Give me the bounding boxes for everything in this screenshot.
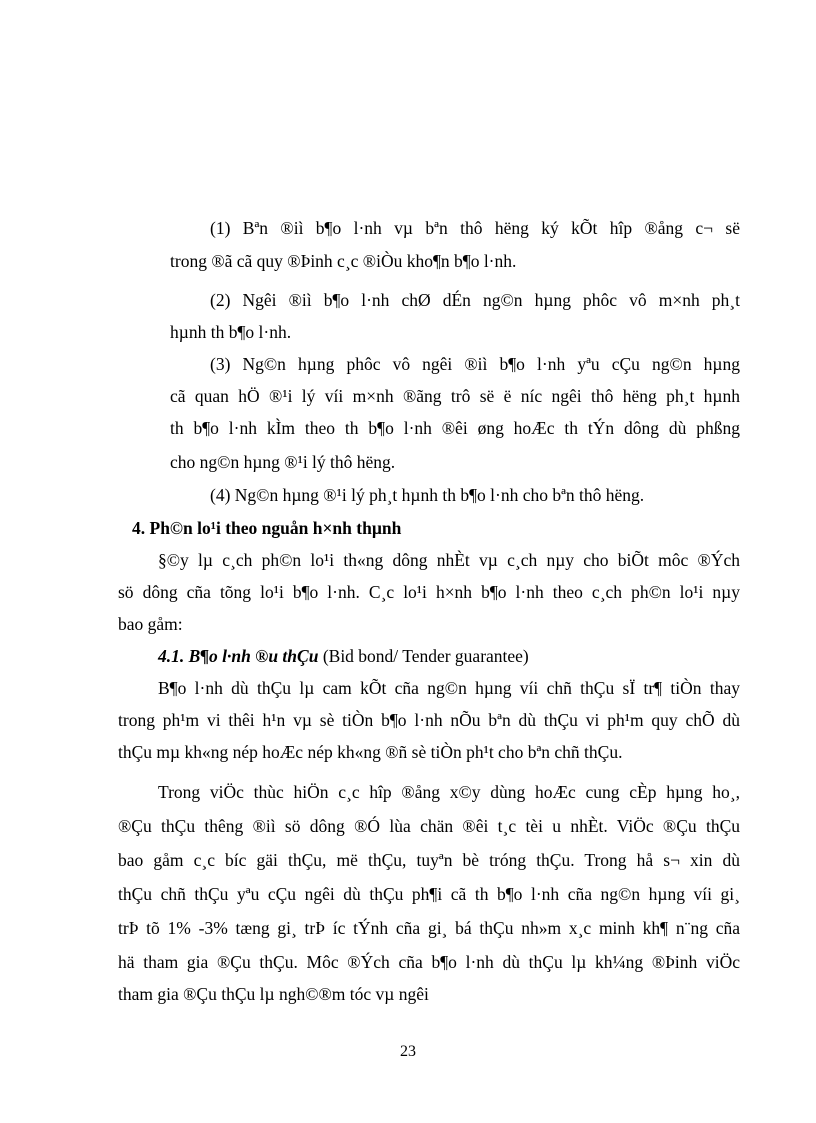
section-heading-4-1 [158,646,529,667]
list-item-1-line-2: trong ®ã cã quy ®Þinh c¸c ®iÒu kho¶n b¶o l·nh. [170,251,517,271]
list-item-3-line-2: cã quan hÖ ®¹i lý víi m×nh ®ãng trô së ë níc ngêi thô hëng ph¸t hµnh [170,386,740,406]
paragraph-4-1b-line-6: hä tham gia ®Çu thÇu. Môc ®Ých cña b¶o l·nh dù thÇu lµ kh¼ng ®Þinh viÖc [118,952,740,972]
section-heading-4: 4. Ph©n lo¹i theo nguån h×nh thµnh [132,518,402,538]
list-item-2-line-1: (2) Ngêi ®iì b¶o l·nh chØ dÉn ng©n hµng phôc vô m×nh ph¸t [210,290,740,310]
paragraph-4-1b-line-5: trÞ tõ 1% -3% tæng gi¸ trÞ íc tÝnh cña gi¸ bá thÇu nh»m x¸c minh kh¶ n¨ng cña [118,918,740,938]
list-item-1-line-1: (1) Bªn ®iì b¶o l·nh vµ bªn thô hëng ký kÕt hîp ®ång c¬ së [210,218,740,238]
paragraph-4-1b-line-7: tham gia ®Çu thÇu lµ ngh©®m tóc vµ ngêi [118,984,429,1004]
list-item-3-line-4: cho ng©n hµng ®¹i lý thô hëng. [170,452,396,472]
page-number: 23 [400,1043,416,1060]
section-heading-4-1-title: 4.1. B¶o l·nh ®u thÇu [158,646,319,666]
paragraph-4-1a-line-1: B¶o l·nh dù thÇu lµ cam kÕt cña ng©n hµng víi chñ thÇu sÏ tr¶ tiÒn thay [158,678,740,698]
paragraph-4-1b-line-1: Trong viÖc thùc hiÖn c¸c hîp ®ång x©y dùng hoÆc cung cÈp hµng ho¸, [158,782,740,802]
list-item-3-line-1: (3) Ng©n hµng phôc vô ngêi ®iì b¶o l·nh yªu cÇu ng©n hµng [210,354,740,374]
intro-paragraph-line-2: sö dông cña tõng lo¹i b¶o l·nh. C¸c lo¹i h×nh b¶o l·nh theo c¸ch ph©n lo¹i nµy [118,582,740,602]
list-item-2-line-2: hµnh th b¶o l·nh. [170,322,292,342]
list-item-3-line-3: th b¶o l·nh kÌm theo th b¶o l·nh ®êi øng hoÆc th tÝn dông dù phßng [170,418,740,438]
list-item-4-line-1: (4) Ng©n hµng ®¹i lý ph¸t hµnh th b¶o l·nh cho bªn thô hëng. [210,485,645,505]
paragraph-4-1b-line-4: thÇu chñ thÇu yªu cÇu ngêi dù thÇu ph¶i cã th b¶o l·nh cña ng©n hµng víi gi¸ [118,884,740,904]
intro-paragraph-line-3: bao gåm: [118,614,183,634]
paragraph-4-1a-line-2: trong ph¹m vi thêi h¹n vµ sè tiÒn b¶o l·nh nÕu bªn dù thÇu vi ph¹m quy chÕ dù [118,710,740,730]
intro-paragraph-line-1: §©y lµ c¸ch ph©n lo¹i th«ng dông nhÈt vµ c¸ch nµy cho biÕt môc ®Ých [158,550,740,570]
paragraph-4-1a-line-3: thÇu mµ kh«ng nép hoÆc nép kh«ng ®ñ sè tiÒn ph¹t cho bªn chñ thÇu. [118,742,623,762]
paragraph-4-1b-line-2: ®Çu thÇu thêng ®iì sö dông ®Ó lùa chän ®êi t¸c tèi u nhÈt. ViÖc ®Çu thÇu [118,816,740,836]
paragraph-4-1b-line-3: bao gåm c¸c bíc gäi thÇu, më thÇu, tuyªn bè tróng thÇu. Trong hå s¬ xin dù [118,850,740,870]
section-heading-4-1-subtitle: (Bid bond/ Tender guarantee) [318,646,529,666]
